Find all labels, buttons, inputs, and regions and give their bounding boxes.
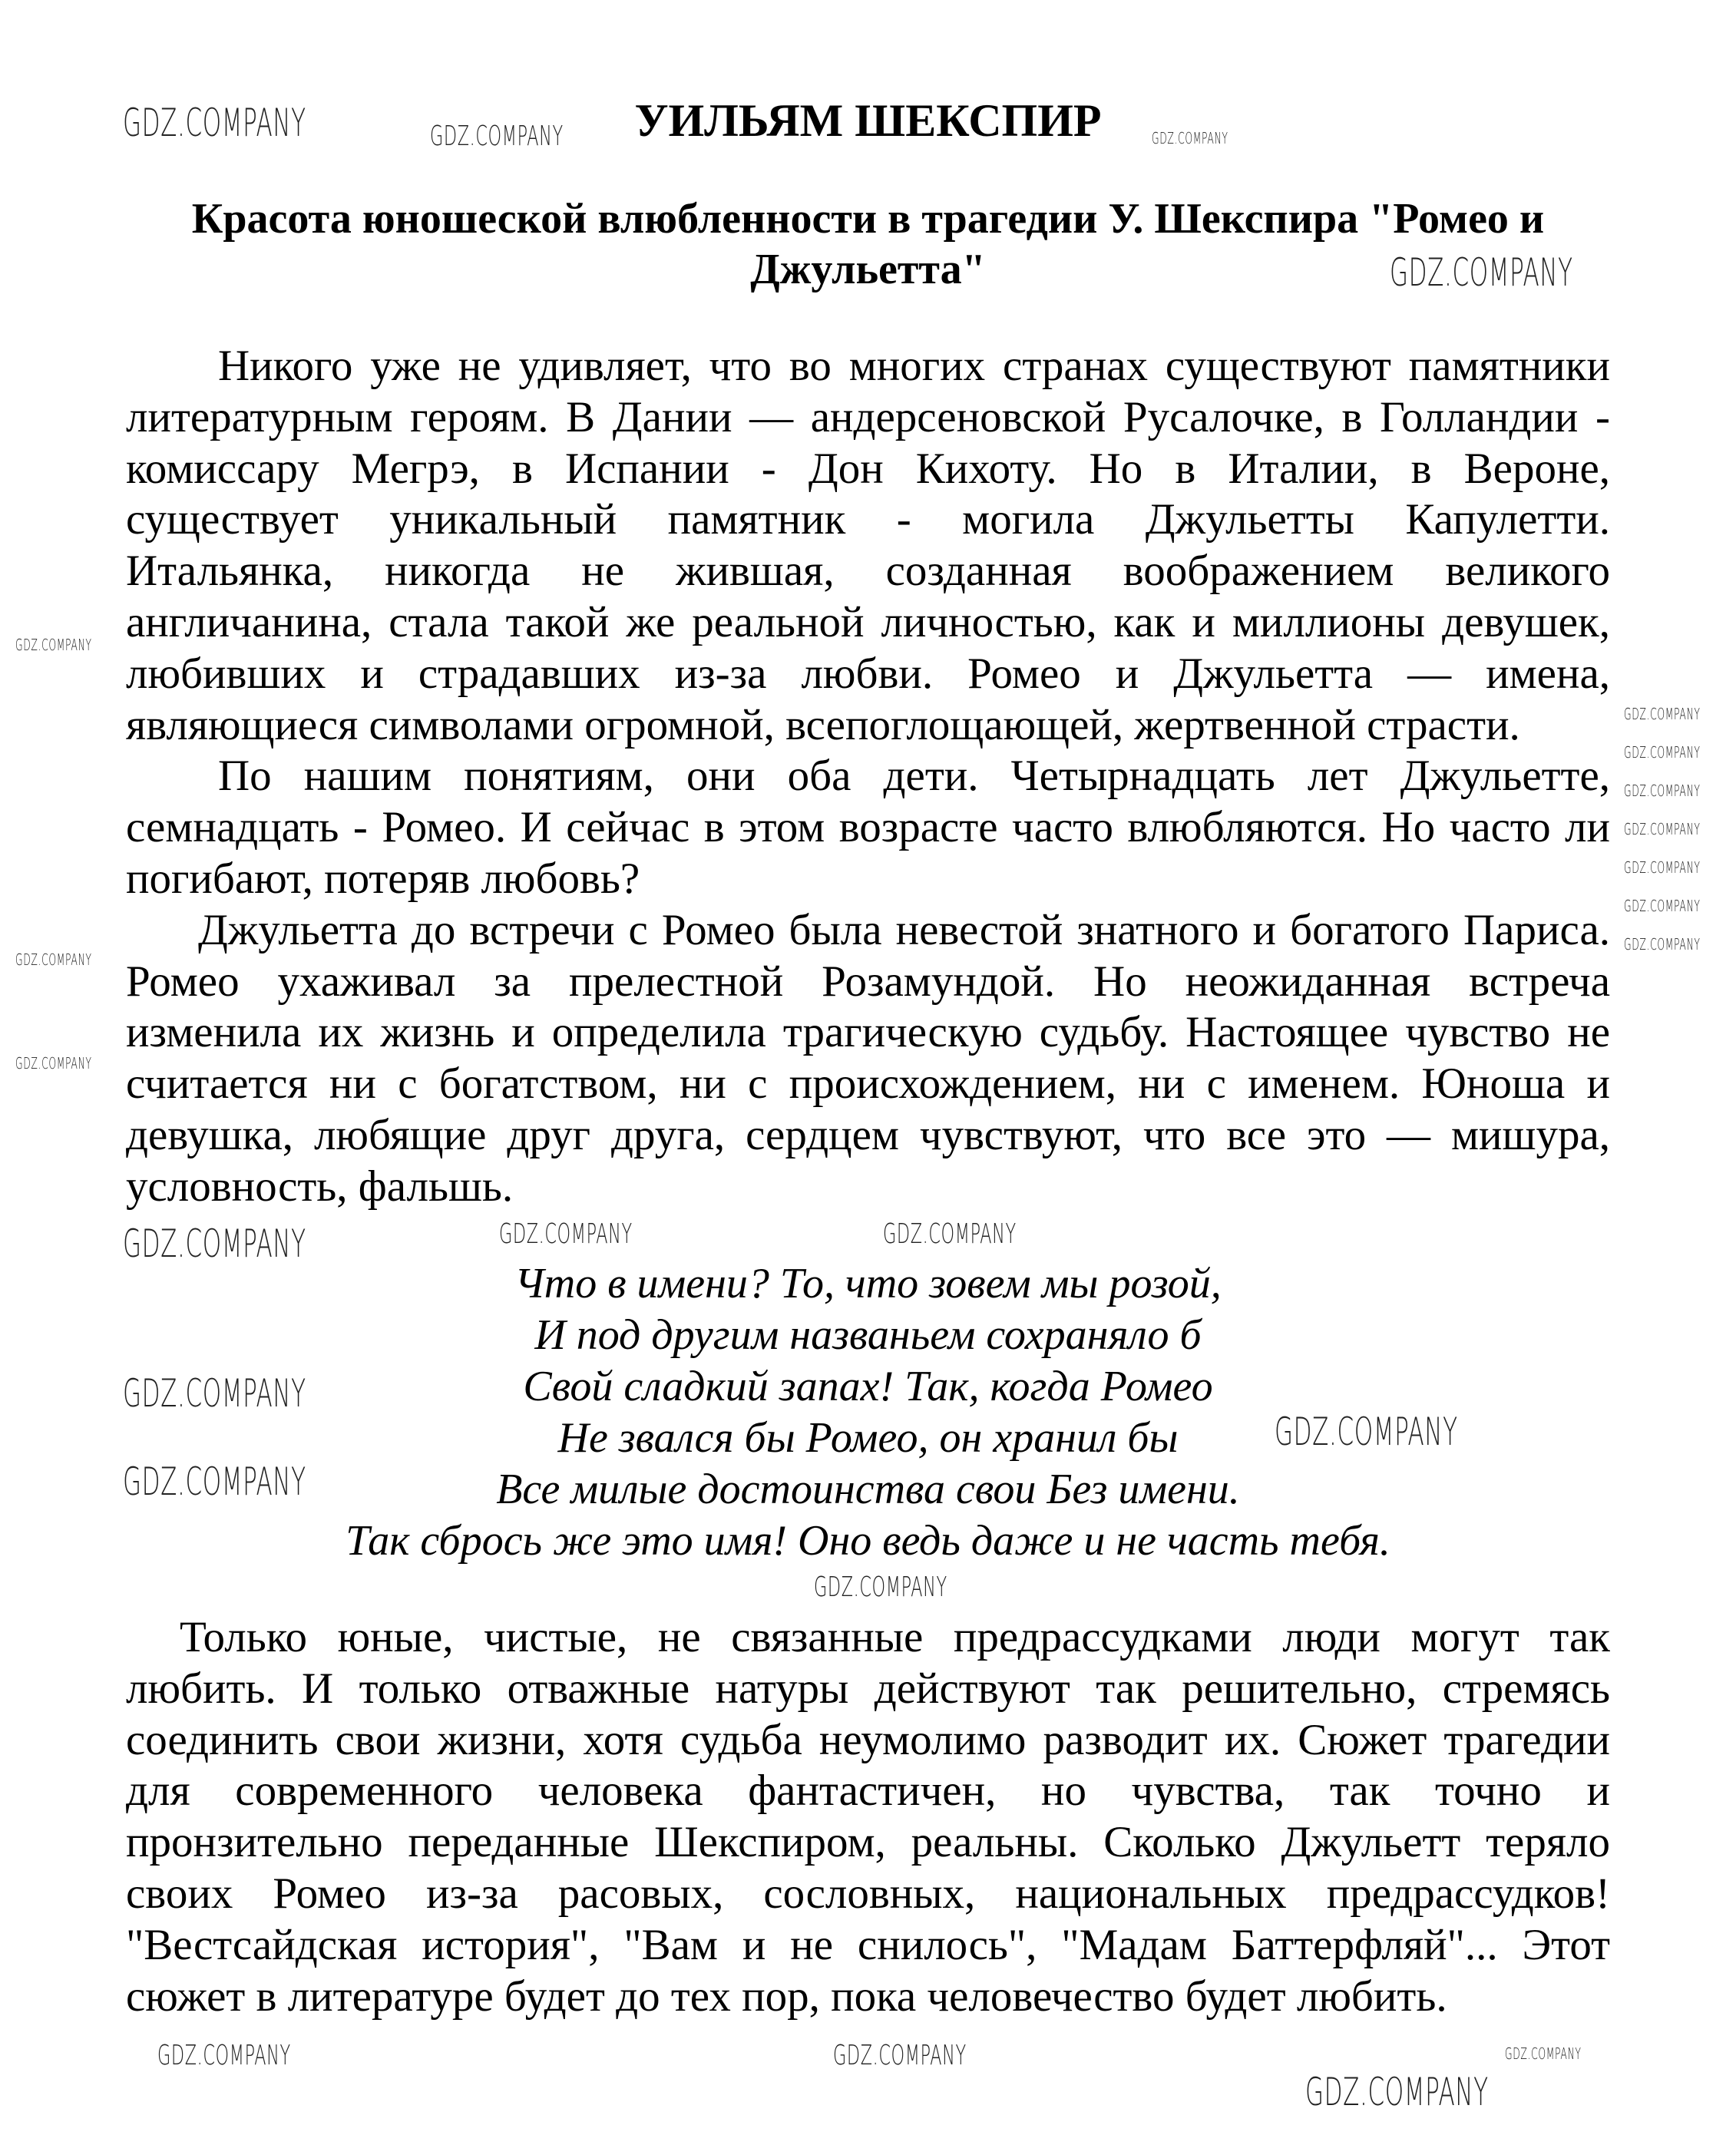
watermark-text: GDZ.COMPANY [1624, 705, 1701, 723]
paragraph-line: англичанина, стала такой же реальной личностью, как и миллионы девушек, [126, 598, 1610, 646]
paragraph-line: семнадцать - Ромео. И сейчас в этом возрасте часто влюбляются. Но часто ли [126, 803, 1610, 852]
paragraph-line: девушка, любящие друг друга, сердцем чувствуют, что все это — мишура, [126, 1111, 1610, 1159]
paragraph-line: пронзительно переданные Шекспиром, реальны. Сколько Джульетт теряло [126, 1818, 1610, 1867]
paragraph-line: литературным героям. В Дании — андерсеновской Русалочке, в Голландии - [126, 392, 1610, 441]
poem-line: Так сбрось же это имя! Оно ведь даже и не часть тебя. [346, 1517, 1390, 1565]
paragraph-line: условность, фальшь. [126, 1162, 514, 1211]
watermark-text: GDZ.COMPANY [1152, 129, 1228, 147]
paragraph-line: существует уникальный памятник - могила Джульетты Капулетти. [126, 495, 1610, 544]
watermark-text: GDZ.COMPANY [123, 1371, 306, 1416]
poem-line: Что в имени? То, что зовем мы розой, [514, 1260, 1222, 1307]
watermark-text: GDZ.COMPANY [1624, 782, 1701, 800]
watermark-text: GDZ.COMPANY [1624, 858, 1701, 877]
watermark-text: GDZ.COMPANY [123, 1459, 306, 1504]
watermark-text: GDZ.COMPANY [1624, 743, 1701, 762]
paragraph-line: Джульетта до встречи с Ромео была невестой знатного и богатого Париса. [198, 905, 1610, 954]
watermark-text: GDZ.COMPANY [499, 1218, 633, 1250]
paragraph-line: соединить свои жизни, хотя судьба неумолимо разводит их. Сюжет трагедии [126, 1715, 1610, 1764]
page-title: УИЛЬЯМ ШЕКСПИР [634, 95, 1102, 146]
paragraph-line: сюжет в литературе будет до тех пор, пока человечество будет любить. [126, 1971, 1447, 2021]
watermark-text: GDZ.COMPANY [1624, 935, 1701, 954]
watermark-text: GDZ.COMPANY [883, 1218, 1017, 1250]
paragraph-line: комиссару Мегрэ, в Испании - Дон Кихоту. Но в Италии, в Вероне, [126, 444, 1610, 493]
watermark-text: GDZ.COMPANY [1390, 250, 1573, 295]
paragraph-line: "Вестсайдская история", "Вам и не снилось", "Мадам Баттерфляй"... Этот [126, 1920, 1610, 1969]
paragraph-line: считается ни с богатством, ни с происхождением, ни с именем. Юноша и [126, 1059, 1610, 1109]
paragraph-line: являющиеся символами огромной, всепоглощающей, жертвенной страсти. [126, 700, 1520, 749]
paragraph-line: изменила их жизнь и определила трагическую судьбу. Настоящее чувство не [126, 1008, 1610, 1057]
poem-line: Не звался бы Ромео, он хранил бы [557, 1414, 1179, 1462]
watermark-text: GDZ.COMPANY [15, 950, 92, 969]
watermark-text: GDZ.COMPANY [15, 1054, 92, 1072]
paragraph-line: По нашим понятиям, они оба дети. Четырнадцать лет Джульетте, [218, 752, 1610, 801]
paragraph-line: Итальянка, никогда не жившая, созданная воображением великого [126, 547, 1610, 596]
watermark-text: GDZ.COMPANY [123, 101, 306, 145]
paragraph-line: Никого уже не удивляет, что во многих странах существуют памятники [218, 342, 1610, 390]
watermark-text: GDZ.COMPANY [1305, 2070, 1489, 2114]
poem-line: И под другим названьем сохраняло б [534, 1311, 1202, 1359]
watermark-text: GDZ.COMPANY [1624, 820, 1701, 838]
watermark-text: GDZ.COMPANY [157, 2040, 291, 2071]
paragraph-line: любить. И только отважные натуры действуют так решительно, стремясь [126, 1664, 1610, 1713]
essay-title-line-2: Джульетта" [750, 246, 986, 293]
watermark-text: GDZ.COMPANY [1505, 2044, 1582, 2063]
paragraph-line: погибают, потеряв любовь? [126, 854, 640, 903]
paragraph-line: для современного человека фантастичен, но чувства, так точно и [126, 1767, 1610, 1816]
poem-line: Все милые достоинства свои Без имени. [496, 1466, 1240, 1513]
watermark-text: GDZ.COMPANY [123, 1221, 306, 1266]
watermark-text: GDZ.COMPANY [430, 121, 564, 152]
watermark-text: GDZ.COMPANY [814, 1572, 947, 1603]
watermark-text: GDZ.COMPANY [15, 636, 92, 654]
watermark-text: GDZ.COMPANY [833, 2040, 967, 2071]
poem-line: Свой сладкий запах! Так, когда Ромео [523, 1363, 1213, 1410]
paragraph-line: своих Ромео из-за расовых, сословных, национальных предрассудков! [126, 1869, 1610, 1918]
paragraph-line: Ромео ухаживал за прелестной Розамундой. Но неожиданная встреча [126, 957, 1610, 1006]
paragraph-line: любивших и страдавших из-за любви. Ромео и Джульетта — имена, [126, 649, 1610, 698]
paragraph-line: Только юные, чистые, не связанные предрассудками люди могут так [180, 1613, 1610, 1661]
essay-title-line-1: Красота юношеской влюбленности в трагедии У. Шекспира "Ромео и [191, 195, 1545, 243]
watermark-text: GDZ.COMPANY [1624, 897, 1701, 915]
watermark-text: GDZ.COMPANY [1275, 1410, 1458, 1454]
